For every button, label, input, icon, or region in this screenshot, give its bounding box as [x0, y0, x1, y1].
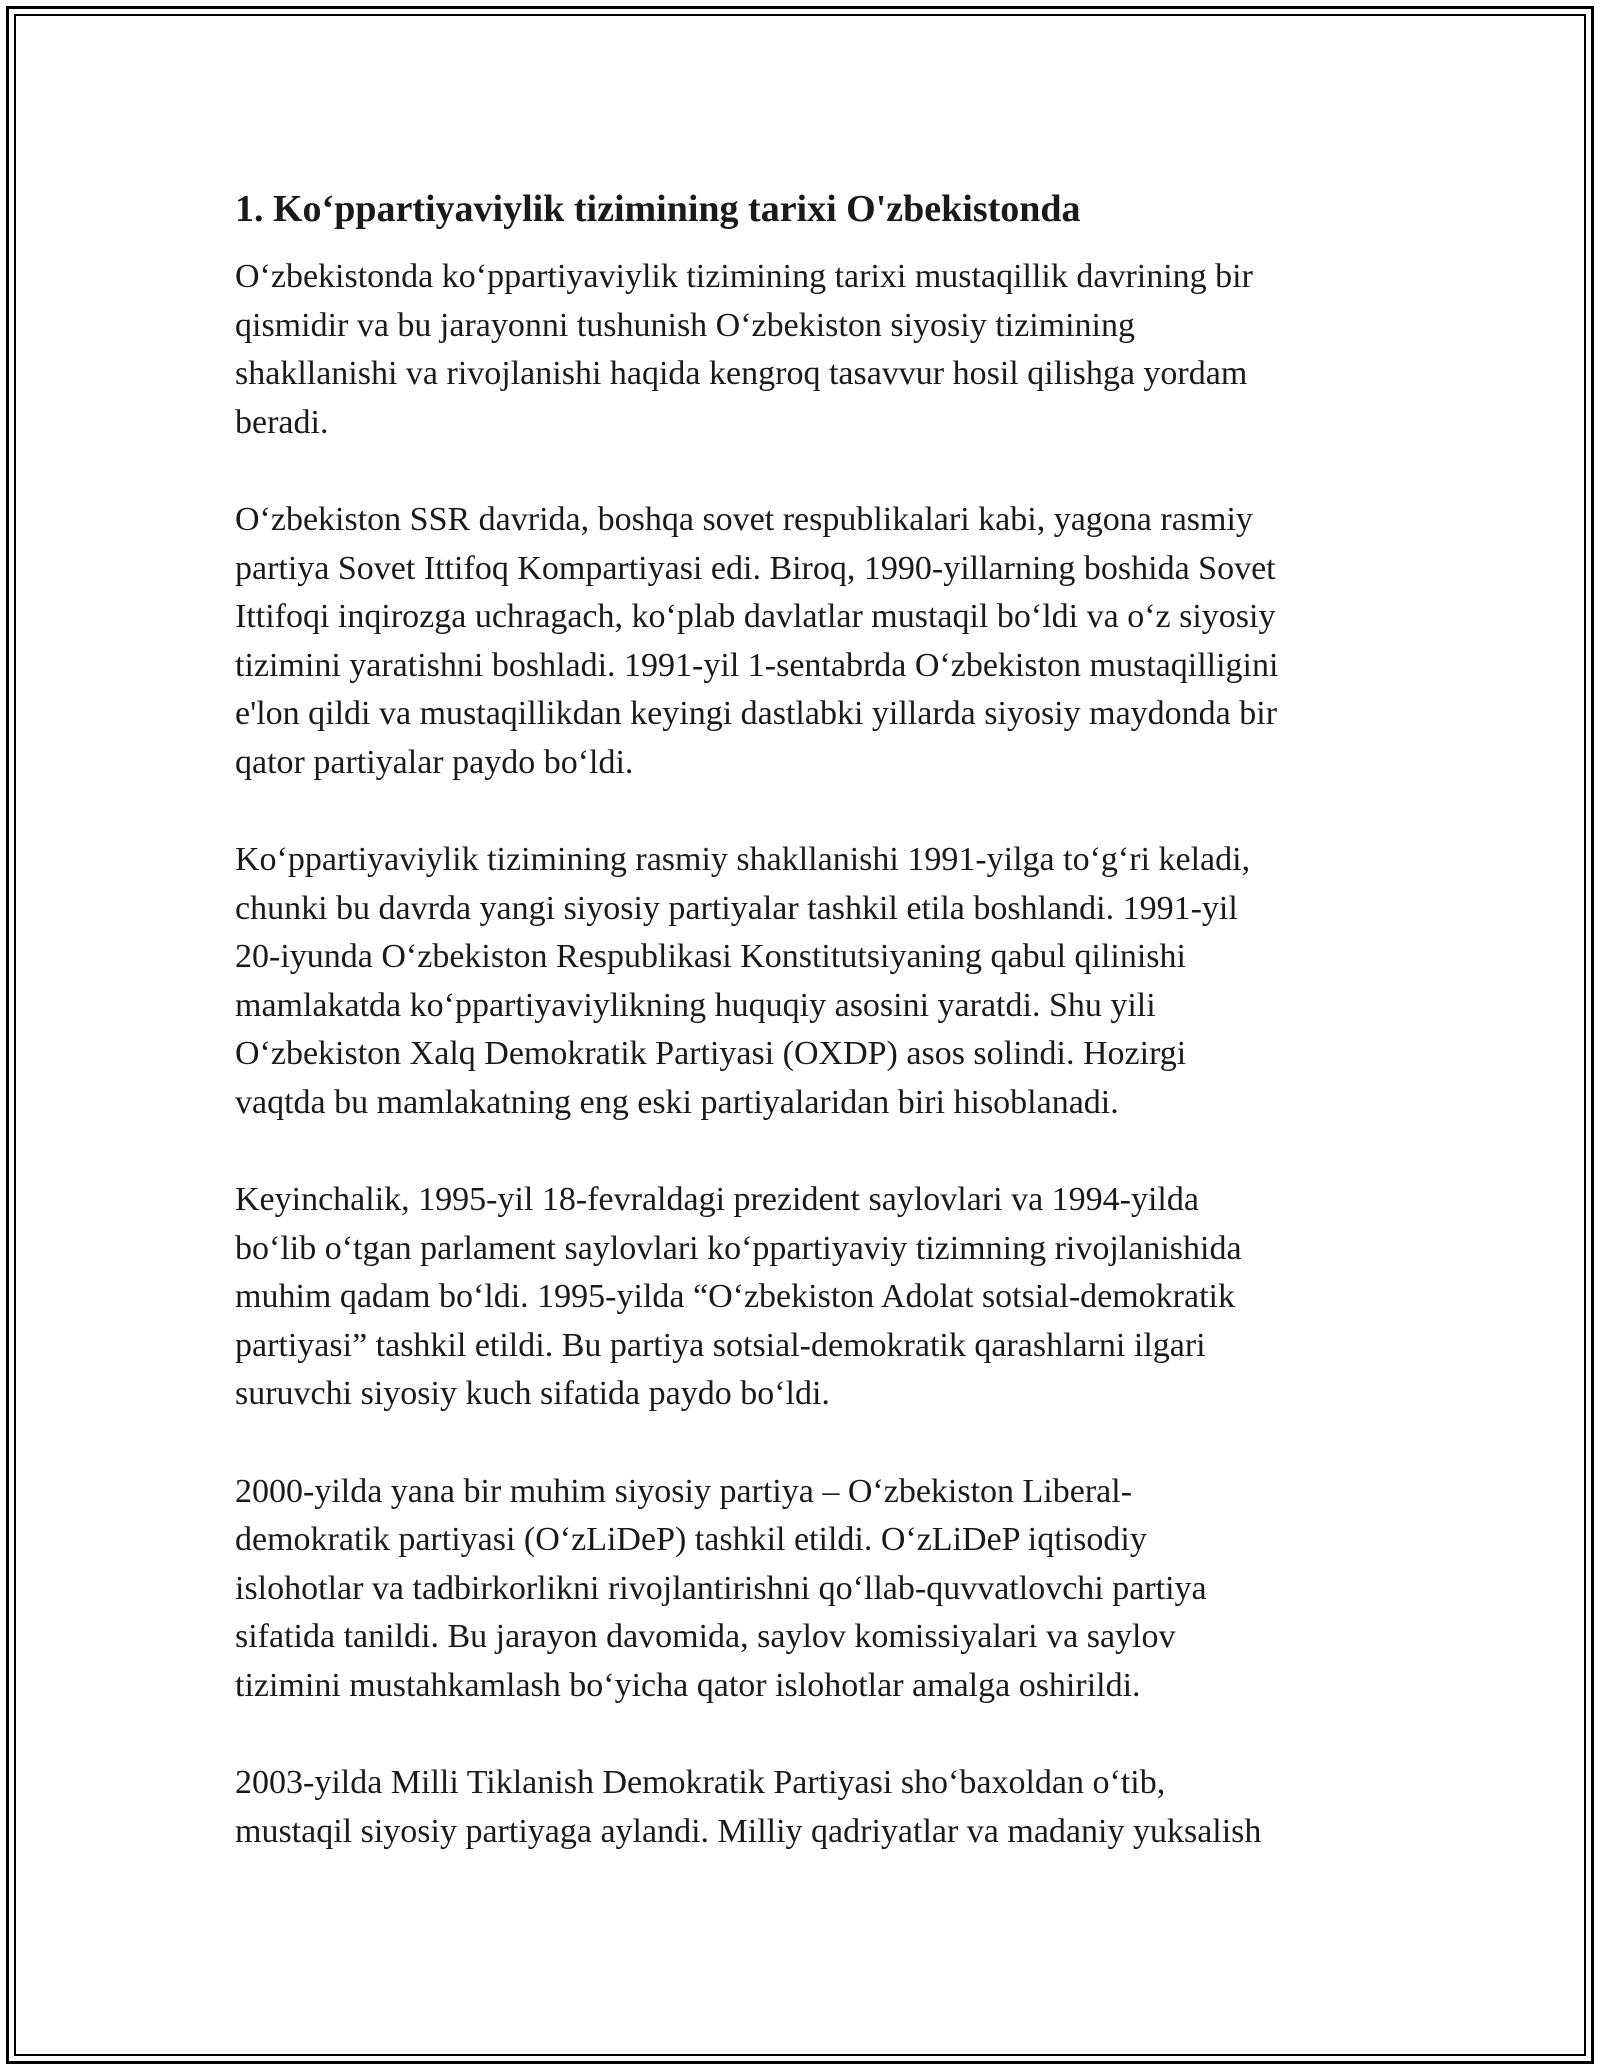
paragraph-3: [235, 836, 1365, 1127]
paragraph-line: O‘zbekiston Xalq Demokratik Partiyasi (OXDP) asos solindi. Hozirgi: [235, 1035, 1187, 1072]
paragraph-line: 20-iyunda O‘zbekiston Respublikasi Konstitutsiyaning qabul qilinishi: [235, 938, 1186, 975]
paragraph-line: tizimini mustahkamlash bo‘yicha qator islohotlar amalga oshirildi.: [235, 1666, 1141, 1704]
paragraph-line: suruvchi siyosiy kuch sifatida paydo bo‘ldi.: [235, 1375, 830, 1412]
paragraph-line: Keyinchalik, 1995-yil 18-fevraldagi prezident saylovlari va 1994-yilda: [235, 1181, 1199, 1218]
paragraph-line: O‘zbekiston SSR davrida, boshqa sovet respublikalari kabi, yagona rasmiy: [235, 501, 1253, 538]
paragraph-line: muhim qadam bo‘ldi. 1995-yilda “O‘zbekiston Adolat sotsial-demokratik: [235, 1278, 1235, 1315]
paragraph-line: partiya Sovet Ittifoq Kompartiyasi edi. Biroq, 1990-yillarning boshida Sovet: [235, 549, 1276, 587]
section-heading: 1. Ko‘ppartiyaviylik tizimining tarixi O'zbekistonda: [235, 188, 1081, 230]
paragraph-line: vaqtda bu mamlakatning eng eski partiyalaridan biri hisoblanadi.: [235, 1083, 1119, 1121]
paragraph-1: [235, 253, 1365, 447]
paragraph-line: e'lon qildi va mustaqillikdan keyingi dastlabki yillarda siyosiy maydonda bir: [235, 695, 1278, 732]
paragraph-line: islohotlar va tadbirkorlikni rivojlantirishni qo‘llab-quvvatlovchi partiya: [235, 1569, 1207, 1607]
paragraph-line: bo‘lib o‘tgan parlament saylovlari ko‘ppartiyaviy tizimning rivojlanishida: [235, 1229, 1242, 1267]
paragraph-line: tizimini yaratishni boshladi. 1991-yil 1-sentabrda O‘zbekiston mustaqilligini: [235, 646, 1279, 684]
paragraph-line: qismidir va bu jarayonni tushunish O‘zbekiston siyosiy tizimining: [235, 306, 1135, 344]
paragraph-line: partiyasi” tashkil etildi. Bu partiya sotsial-demokratik qarashlarni ilgari: [235, 1326, 1206, 1364]
paragraph-line: mustaqil siyosiy partiyaga aylandi. Milliy qadriyatlar va madaniy yuksalish: [235, 1812, 1262, 1850]
paragraph-5: [235, 1468, 1365, 1711]
paragraph-line: 2003-yilda Milli Tiklanish Demokratik Partiyasi sho‘baxoldan o‘tib,: [235, 1764, 1166, 1801]
document-body: [235, 185, 1365, 1905]
paragraph-6: [235, 1759, 1365, 1856]
paragraph-line: qator partiyalar paydo bo‘ldi.: [235, 743, 634, 781]
paragraph-4: [235, 1176, 1365, 1419]
paragraph-line: shakllanishi va rivojlanishi haqida kengroq tasavvur hosil qilishga yordam: [235, 355, 1248, 392]
paragraph-line: O‘zbekistonda ko‘ppartiyaviylik tizimining tarixi mustaqillik davrining bir: [235, 258, 1253, 295]
paragraph-line: Ko‘ppartiyaviylik tizimining rasmiy shakllanishi 1991-yilga to‘g‘ri keladi,: [235, 841, 1251, 878]
paragraph-line: Ittifoqi inqirozga uchragach, ko‘plab davlatlar mustaqil bo‘ldi va o‘z siyosiy: [235, 598, 1276, 635]
paragraph-line: demokratik partiyasi (O‘zLiDeP) tashkil etildi. O‘zLiDeP iqtisodiy: [235, 1521, 1147, 1558]
paragraph-line: 2000-yilda yana bir muhim siyosiy partiya – O‘zbekiston Liberal-: [235, 1472, 1133, 1510]
paragraph-2: [235, 496, 1365, 787]
paragraph-line: mamlakatda ko‘ppartiyaviylikning huquqiy asosini yaratdi. Shu yili: [235, 986, 1156, 1024]
paragraph-line: chunki bu davrda yangi siyosiy partiyalar tashkil etila boshlandi. 1991-yil: [235, 889, 1238, 927]
paragraph-line: beradi.: [235, 403, 329, 441]
paragraph-line: sifatida tanildi. Bu jarayon davomida, saylov komissiyalari va saylov: [235, 1618, 1176, 1655]
